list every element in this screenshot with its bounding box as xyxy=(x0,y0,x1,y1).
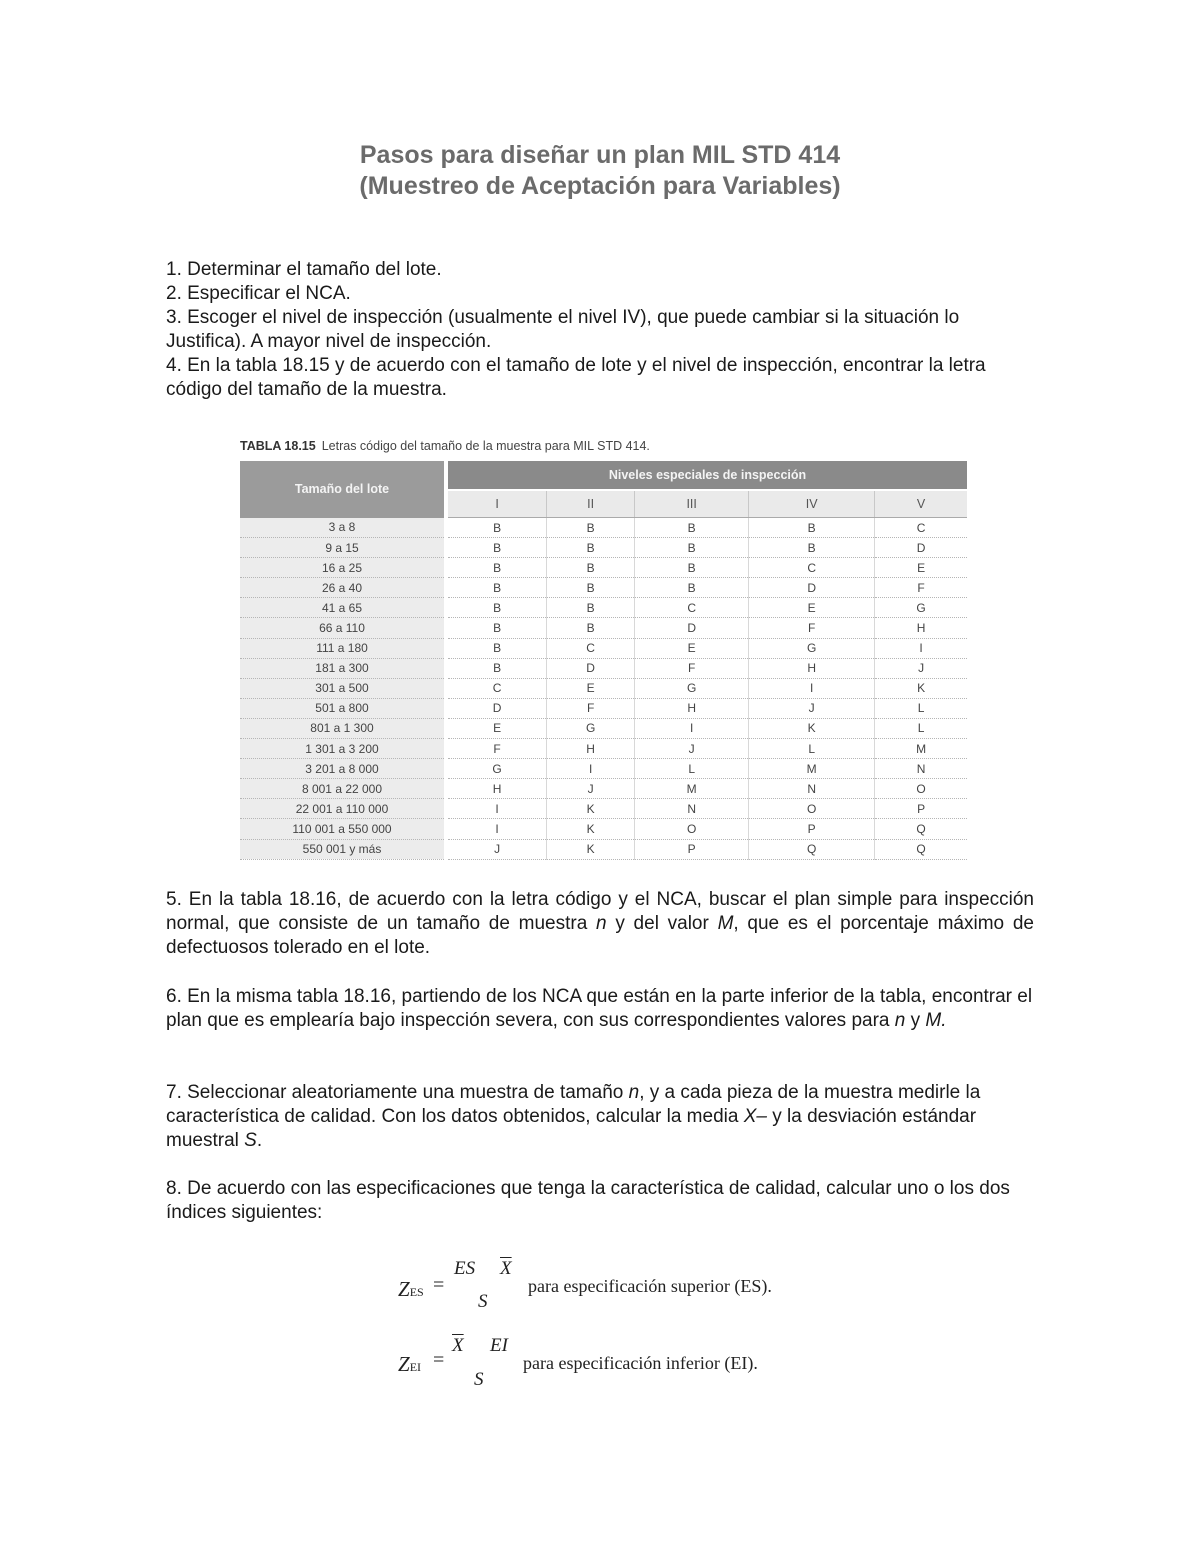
code-letter-cell: B xyxy=(446,538,547,558)
code-letter-cell: I xyxy=(875,638,967,658)
code-letter-cell: N xyxy=(635,799,749,819)
code-letter-cell: D xyxy=(547,658,635,678)
text-run: y la desviación estándar muestral xyxy=(166,1106,977,1151)
step-7 xyxy=(166,1081,1034,1153)
code-letter-cell: K xyxy=(547,799,635,819)
level-header: I xyxy=(446,490,547,518)
var-x-bar: X– xyxy=(743,1106,767,1127)
lot-size-cell: 3 201 a 8 000 xyxy=(240,759,446,779)
code-letter-cell: L xyxy=(635,759,749,779)
step-5 xyxy=(166,888,1034,960)
formula-numerator-term: ES xyxy=(454,1258,476,1279)
code-letter-cell: E xyxy=(749,598,875,618)
step-8 xyxy=(166,1177,1034,1225)
level-header: III xyxy=(635,490,749,518)
code-letter-cell: N xyxy=(875,759,967,779)
code-letter-cell: G xyxy=(635,678,749,698)
lot-size-cell: 9 a 15 xyxy=(240,538,446,558)
table-row xyxy=(240,739,967,759)
code-letter-cell: C xyxy=(635,598,749,618)
code-letter-cell: L xyxy=(875,718,967,738)
formula-denominator: S xyxy=(474,1369,484,1390)
code-letter-cell: I xyxy=(749,678,875,698)
table-row xyxy=(240,779,967,799)
text-run: 7. Seleccionar aleatoriamente una muestra de tamaño xyxy=(166,1082,629,1103)
lot-size-cell: 1 301 a 3 200 xyxy=(240,739,446,759)
code-letter-cell: B xyxy=(635,538,749,558)
level-header: V xyxy=(875,490,967,518)
code-letter-cell: B xyxy=(635,578,749,598)
table-label: TABLA 18.15 xyxy=(240,439,316,453)
code-letter-cell: M xyxy=(875,739,967,759)
code-letter-cell: L xyxy=(749,739,875,759)
code-letter-cell: E xyxy=(446,718,547,738)
var-m: M xyxy=(717,913,734,934)
code-letter-cell: D xyxy=(749,578,875,598)
code-letter-cell: C xyxy=(446,678,547,698)
table-row xyxy=(240,819,967,839)
code-letter-cell: M xyxy=(749,759,875,779)
text-run: 5. En la tabla 18.16, de acuerdo con la letra código y el NCA, buscar el plan simple para inspección normal, que consiste de un tamaño de muestra xyxy=(166,889,1034,934)
sample-size-code-table xyxy=(240,461,967,860)
step-8-text: 8. De acuerdo con las especificaciones que tenga la característica de calidad, calcular uno o los dos índices siguientes: xyxy=(166,1178,1010,1223)
code-letter-cell: H xyxy=(446,779,547,799)
step-6 xyxy=(166,985,1034,1033)
code-letter-cell: B xyxy=(446,618,547,638)
lot-size-cell: 41 a 65 xyxy=(240,598,446,618)
code-letter-cell: J xyxy=(635,739,749,759)
code-letter-cell: P xyxy=(635,839,749,859)
code-letter-cell: B xyxy=(749,538,875,558)
code-letter-cell: B xyxy=(446,638,547,658)
formula-denominator: S xyxy=(478,1291,488,1312)
code-letter-cell: B xyxy=(635,518,749,538)
code-letter-cell: K xyxy=(875,678,967,698)
code-letter-cell: K xyxy=(749,718,875,738)
code-letter-cell: B xyxy=(635,558,749,578)
text-run: , que es el porcentaje máximo de defectuosos tolerado en el lote. xyxy=(166,913,1034,958)
code-letter-cell: K xyxy=(547,819,635,839)
code-letter-cell: D xyxy=(446,698,547,718)
formula-numerator-term: $\overline{X}$ xyxy=(500,1258,512,1279)
code-letter-cell: H xyxy=(749,658,875,678)
code-letter-cell: G xyxy=(446,759,547,779)
table-row xyxy=(240,698,967,718)
lot-size-cell: 501 a 800 xyxy=(240,698,446,718)
code-letter-cell: N xyxy=(749,779,875,799)
code-letter-cell: B xyxy=(446,598,547,618)
code-letter-cell: M xyxy=(635,779,749,799)
step-2: 2. Especificar el NCA. xyxy=(166,283,351,304)
code-letter-cell: H xyxy=(875,618,967,638)
table-row xyxy=(240,578,967,598)
page-title-line-2: (Muestreo de Aceptación para Variables) xyxy=(359,172,841,200)
table-row xyxy=(240,759,967,779)
code-letter-cell: B xyxy=(547,598,635,618)
code-letter-cell: Q xyxy=(875,839,967,859)
code-letter-cell: B xyxy=(547,518,635,538)
code-letter-cell: J xyxy=(875,658,967,678)
code-letter-cell: C xyxy=(749,558,875,578)
code-letter-cell: E xyxy=(547,678,635,698)
code-letter-cell: I xyxy=(446,799,547,819)
code-letter-cell: Q xyxy=(875,819,967,839)
code-letter-cell: Q xyxy=(749,839,875,859)
code-letter-cell: B xyxy=(547,558,635,578)
var-m: M. xyxy=(925,1010,947,1031)
lot-size-cell: 22 001 a 110 000 xyxy=(240,799,446,819)
var-n: n xyxy=(894,1010,906,1031)
text-run: y del valor xyxy=(606,913,718,934)
code-letter-cell: F xyxy=(547,698,635,718)
table-body xyxy=(240,518,967,860)
text-run: 6. En la misma tabla 18.16, partiendo de los NCA que están en la parte inferior de la tabla, encontrar el plan que es emplearía bajo inspección severa, con sus correspondientes valores para xyxy=(166,986,1033,1031)
step-3: 3. Escoger el nivel de inspección (usualmente el nivel IV), que puede cambiar si la situación lo Justifica). A mayor nivel de inspección. xyxy=(166,307,960,352)
code-letter-cell: O xyxy=(875,779,967,799)
code-letter-cell: C xyxy=(875,518,967,538)
code-letter-cell: F xyxy=(749,618,875,638)
lot-size-cell: 181 a 300 xyxy=(240,658,446,678)
code-letter-cell: I xyxy=(635,718,749,738)
code-letter-cell: D xyxy=(875,538,967,558)
code-letter-cell: J xyxy=(547,779,635,799)
step-5-text xyxy=(166,888,1034,960)
code-letter-cell: J xyxy=(749,698,875,718)
table-row xyxy=(240,658,967,678)
code-letter-cell: F xyxy=(635,658,749,678)
level-header: II xyxy=(547,490,635,518)
code-letter-cell: B xyxy=(547,538,635,558)
formula-subscript: ES xyxy=(409,1285,424,1299)
table-row xyxy=(240,558,967,578)
formula-equals: = xyxy=(433,1349,445,1371)
formula-numerator-term: $\overline{X}$ xyxy=(452,1335,464,1356)
formula-description: para especificación inferior (EI). xyxy=(523,1353,758,1373)
code-letter-cell: B xyxy=(547,618,635,638)
step-1: 1. Determinar el tamaño del lote. xyxy=(166,259,442,280)
levels-header: Niveles especiales de inspección xyxy=(446,461,967,490)
table-row xyxy=(240,799,967,819)
lot-size-cell: 111 a 180 xyxy=(240,638,446,658)
code-letter-cell: B xyxy=(749,518,875,538)
code-letter-cell: J xyxy=(446,839,547,859)
lot-size-cell: 16 a 25 xyxy=(240,558,446,578)
code-letter-cell: G xyxy=(749,638,875,658)
table-row xyxy=(240,618,967,638)
step-7-text xyxy=(166,1081,1034,1153)
step-6-text xyxy=(166,985,1034,1033)
code-letter-cell: I xyxy=(547,759,635,779)
code-letter-cell: L xyxy=(875,698,967,718)
table-row xyxy=(240,518,967,538)
table-row xyxy=(240,839,967,859)
code-letter-cell: F xyxy=(446,739,547,759)
table-row xyxy=(240,718,967,738)
code-letter-cell: B xyxy=(446,658,547,678)
table-caption-text: Letras código del tamaño de la muestra para MIL STD 414. xyxy=(321,439,650,453)
level-header: IV xyxy=(749,490,875,518)
table-caption xyxy=(240,439,650,453)
formula-numerator-term: EI xyxy=(490,1335,508,1356)
code-letter-cell: E xyxy=(875,558,967,578)
text-run: , y a cada pieza de la muestra medirle la característica de calidad. Con los datos obtenidos, calcular la media xyxy=(166,1082,981,1127)
code-letter-cell: B xyxy=(446,558,547,578)
lot-size-cell: 550 001 y más xyxy=(240,839,446,859)
formula-z-symbol: ZEI xyxy=(398,1352,422,1376)
table-row xyxy=(240,598,967,618)
code-letter-cell: E xyxy=(635,638,749,658)
code-letter-cell: G xyxy=(875,598,967,618)
code-letter-cell: D xyxy=(635,618,749,638)
code-letter-cell: P xyxy=(749,819,875,839)
code-letter-cell: B xyxy=(446,518,547,538)
formula-subscript: EI xyxy=(409,1360,422,1374)
lot-size-cell: 801 a 1 300 xyxy=(240,718,446,738)
steps-list xyxy=(166,258,1036,402)
code-letter-cell: H xyxy=(635,698,749,718)
code-letter-cell: B xyxy=(446,578,547,598)
code-letter-cell: H xyxy=(547,739,635,759)
lot-size-cell: 301 a 500 xyxy=(240,678,446,698)
lot-size-cell: 26 a 40 xyxy=(240,578,446,598)
lot-size-cell: 8 001 a 22 000 xyxy=(240,779,446,799)
var-s: S xyxy=(244,1130,257,1151)
text-run: y xyxy=(905,1010,926,1031)
lot-size-cell: 66 a 110 xyxy=(240,618,446,638)
formula-equals: = xyxy=(433,1274,445,1296)
formula-z-upper xyxy=(398,1258,818,1318)
code-letter-cell: K xyxy=(547,839,635,859)
code-letter-cell: I xyxy=(446,819,547,839)
code-letter-cell: P xyxy=(875,799,967,819)
code-letter-cell: B xyxy=(547,578,635,598)
var-n: n xyxy=(628,1082,640,1103)
code-letter-cell: O xyxy=(635,819,749,839)
var-n: n xyxy=(596,913,607,934)
lot-size-header: Tamaño del lote xyxy=(240,461,446,518)
page-title-line-1: Pasos para diseñar un plan MIL STD 414 xyxy=(359,141,841,169)
table-row xyxy=(240,538,967,558)
text-run: . xyxy=(256,1130,263,1151)
formula-z-lower xyxy=(398,1333,818,1395)
table-row xyxy=(240,638,967,658)
formula-description: para especificación superior (ES). xyxy=(528,1276,772,1296)
code-letter-cell: C xyxy=(547,638,635,658)
lot-size-cell: 3 a 8 xyxy=(240,518,446,538)
code-letter-cell: F xyxy=(875,578,967,598)
code-letter-cell: O xyxy=(749,799,875,819)
formula-z-symbol: ZES xyxy=(398,1277,424,1301)
step-4: 4. En la tabla 18.15 y de acuerdo con el tamaño de lote y el nivel de inspección, encontrar la letra código del tamaño de la muestra. xyxy=(166,355,986,400)
code-letter-cell: G xyxy=(547,718,635,738)
table-row xyxy=(240,678,967,698)
lot-size-cell: 110 001 a 550 000 xyxy=(240,819,446,839)
